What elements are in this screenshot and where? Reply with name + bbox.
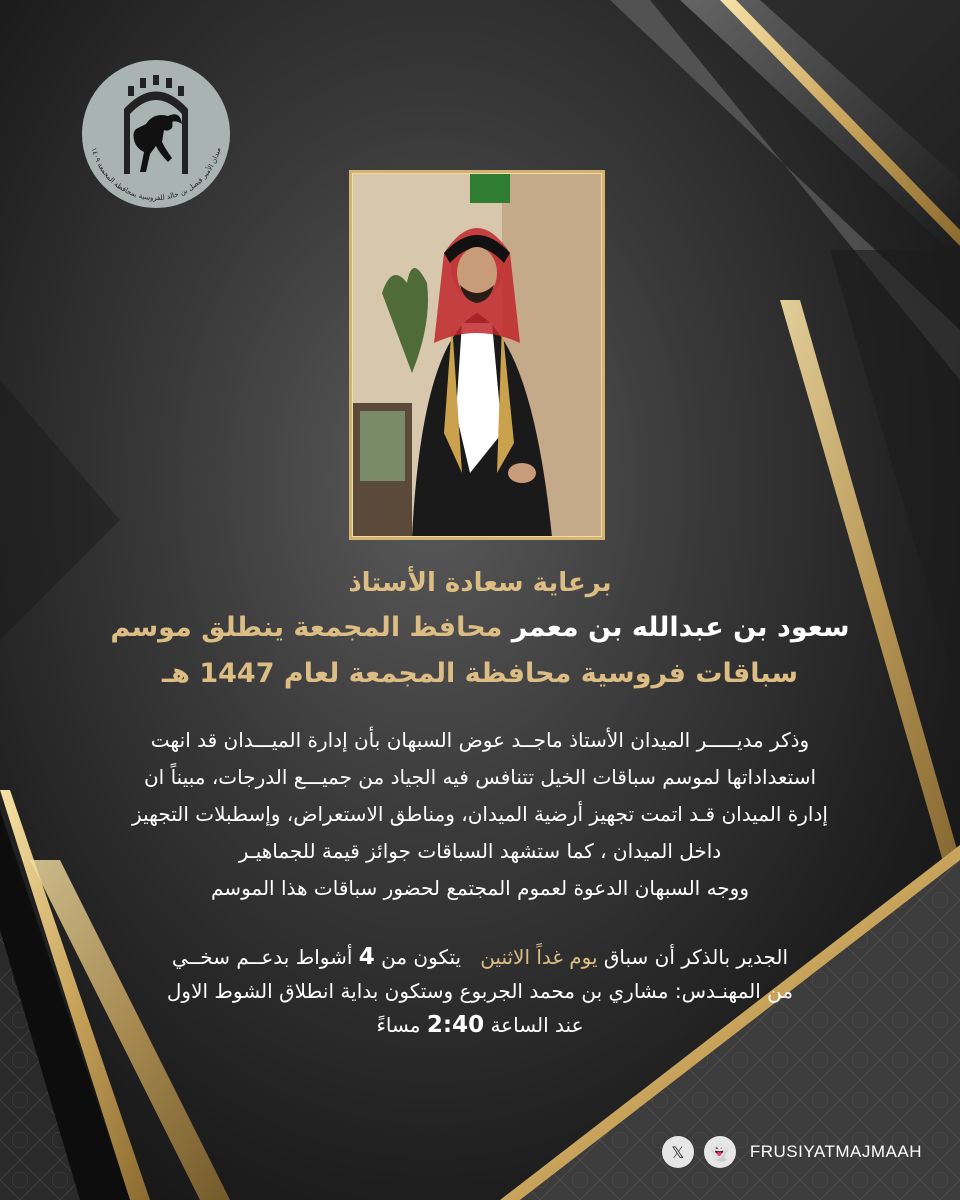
start-time: 2:40 [426,1012,485,1038]
headline-season: سباقات فروسية محافظة المجمعة لعام 1447 هـ [161,658,799,689]
social-footer [662,1134,922,1170]
logo-emblem [76,54,236,214]
body-line: داخل الميدان ، كما ستشهد السباقات جوائز قيمة للجماهيـر [238,839,722,863]
social-handle[interactable]: FRUSIYATMAJMAAH [749,1142,922,1161]
sponsor-name: سعود بن عبدالله بن معمر [511,612,850,643]
portrait-photo [349,170,605,540]
race-day-highlight: يوم غداً الاثنين [480,945,598,969]
logo-text: ميدان الأمير فيصل بن خالد للفروسية بمحافظة المجمعة ١٤٠٩ [89,146,223,203]
rounds-count: 4 [358,944,375,970]
note-line-2: من المهنـدس: مشاري بن محمد الجربوع وستكون بداية انطلاق الشوط الاول [166,979,794,1003]
note-text: عند الساعة [490,1013,584,1037]
body-line: ووجه السبهان الدعوة لعموم المجتمع لحضور سباقات هذا الموسم [211,876,749,900]
body-line: وذكر مديـــــر الميدان الأستاذ ماجــد عوض السبهان بأن إدارة الميـــدان قد انهت [150,728,810,752]
headline-line2-rest: محافظ المجمعة ينطلق موسم [110,612,503,643]
body-paragraph [70,722,890,907]
body-line: إدارة الميدان قـد اتمت تجهيز أرضية الميدان، ومناطق الاستعراض، وإسطبلات التجهيز [132,802,828,826]
note-paragraph [70,940,890,1042]
headline-name [70,612,890,643]
note-text: مساءً [376,1013,421,1037]
note-line-1 [70,940,890,974]
headline-sponsor: برعاية سعادة الأستاذ [348,568,612,598]
body-line: استعداداتها لموسم سباقات الخيل تتنافس فيه الجياد من جميـــع الدرجات، مبيناً ان [143,765,817,789]
note-text: أشواط بدعــم سخــي [171,945,353,969]
note-text: الجدير بالذكر أن سباق [603,945,789,969]
note-line-3 [70,1008,890,1042]
snapchat-icon[interactable]: 👻 [704,1136,736,1168]
x-logo-icon[interactable]: 𝕏 [662,1136,694,1168]
note-text: يتكون من [381,945,462,969]
